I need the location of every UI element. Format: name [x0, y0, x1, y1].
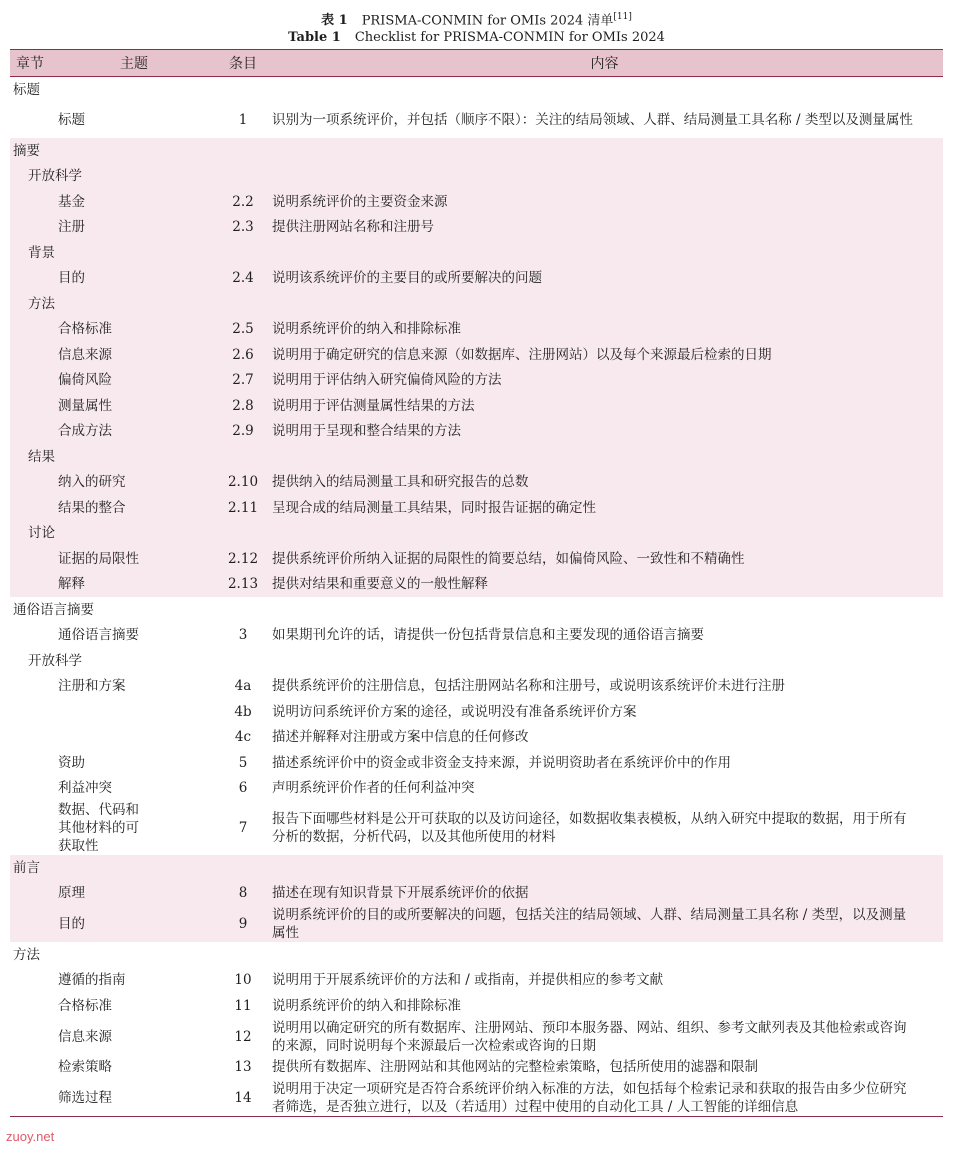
- row-content: 说明用于呈现和整合结果的方法: [266, 419, 943, 445]
- row-content: 说明系统评价的目的或所要解决的问题，包括关注的结局领域、人群、结局测量工具名称 / 类型，以及测量属性: [266, 906, 943, 942]
- section-heading: 前言: [10, 855, 943, 881]
- section-heading: 标题: [13, 81, 40, 98]
- table-row: [10, 906, 943, 942]
- row-topic: 遵循的指南: [58, 972, 126, 989]
- subsection-heading: 背景: [10, 240, 943, 266]
- row-item-number: 1: [238, 112, 248, 128]
- row-content: 描述并解释对注册或方案中信息的任何修改: [272, 729, 529, 746]
- row-content: 说明该系统评价的主要目的或所要解决的问题: [266, 266, 943, 292]
- subsection-heading: 开放科学: [10, 164, 943, 190]
- row-content: 描述在现有知识背景下开展系统评价的依据: [266, 881, 943, 907]
- section-row: [10, 942, 943, 968]
- table-row: [10, 1019, 943, 1055]
- row-item-number: 14: [220, 1080, 266, 1117]
- header-item: 条目: [220, 50, 266, 77]
- row-item-number: 2.7: [220, 368, 266, 394]
- section-heading: 摘要: [10, 138, 943, 164]
- table-row: [10, 1080, 943, 1117]
- caption-reference: [11]: [613, 12, 632, 22]
- row-content: 呈现合成的结局测量工具结果，同时报告证据的确定性: [266, 495, 943, 521]
- table-row: [10, 801, 943, 855]
- table-row: [10, 368, 943, 394]
- row-item-number: 2.8: [220, 393, 266, 419]
- row-content: 提供所有数据库、注册网站和其他网站的完整检索策略，包括所使用的滤器和限制: [272, 1059, 758, 1076]
- table-row: [10, 623, 943, 649]
- row-item-number: 2.2: [220, 189, 266, 215]
- row-item-number: 5: [238, 754, 248, 771]
- row-topic: 目的: [10, 906, 220, 942]
- section-row: [10, 138, 943, 164]
- section-row: [10, 521, 943, 547]
- table-body: [10, 77, 943, 1117]
- table-header: [10, 50, 943, 77]
- row-content: 说明系统评价的纳入和排除标准: [266, 317, 943, 343]
- row-content: 描述系统评价中的资金或非资金支持来源，并说明资助者在系统评价中的作用: [272, 754, 731, 771]
- row-topic: 合格标准: [58, 997, 112, 1014]
- section-heading: 通俗语言摘要: [13, 601, 94, 618]
- table-row: [10, 881, 943, 907]
- row-topic: 注册和方案: [58, 678, 126, 695]
- section-row: [10, 648, 943, 674]
- row-content: 说明用于开展系统评价的方法和 / 或指南，并提供相应的参考文献: [272, 972, 664, 989]
- row-topic: 利益冲突: [58, 780, 112, 797]
- row-topic: 数据、代码和其他材料的可获取性: [58, 802, 139, 854]
- section-row: [10, 444, 943, 470]
- section-row: [10, 240, 943, 266]
- row-content: 说明用于评估纳入研究偏倚风险的方法: [266, 368, 943, 394]
- row-topic: [10, 725, 220, 751]
- caption-cn-label: 表 1: [321, 13, 348, 29]
- row-topic: 偏倚风险: [10, 368, 220, 394]
- table-row: [10, 102, 943, 138]
- table-row: [10, 470, 943, 496]
- row-topic: 资助: [58, 754, 85, 771]
- table-row: [10, 342, 943, 368]
- row-topic: 检索策略: [58, 1059, 112, 1076]
- section-row: [10, 855, 943, 881]
- table-row: [10, 968, 943, 994]
- row-content: 报告下面哪些材料是公开可获取的以及访问途径，如数据收集表模板，从纳入研究中提取的数据，用于所有分析的数据，分析代码，以及其他所使用的材料: [272, 811, 907, 845]
- row-item-number: 2.5: [220, 317, 266, 343]
- header-row: [10, 50, 943, 77]
- row-item-number: 12: [234, 1028, 252, 1045]
- row-topic: 原理: [10, 881, 220, 907]
- row-topic: 标题: [58, 112, 85, 128]
- row-topic: [10, 699, 220, 725]
- row-topic: 通俗语言摘要: [58, 627, 139, 644]
- row-content: 说明用以确定研究的所有数据库、注册网站、预印本服务器、网站、组织、参考文献列表及其他检索或咨询的来源，同时说明每个来源最后一次检索或咨询的日期: [272, 1019, 907, 1054]
- table-row: [10, 750, 943, 776]
- subsection-heading: 开放科学: [28, 652, 82, 669]
- row-content: 说明系统评价的主要资金来源: [266, 189, 943, 215]
- row-item-number: 2.12: [220, 546, 266, 572]
- subsection-heading: 方法: [10, 291, 943, 317]
- row-content: 说明用于评估测量属性结果的方法: [266, 393, 943, 419]
- table-row: [10, 1055, 943, 1081]
- table-row: [10, 215, 943, 241]
- row-item-number: 4c: [234, 729, 252, 746]
- row-item-number: 6: [238, 780, 248, 797]
- row-topic: 合成方法: [10, 419, 220, 445]
- row-content: 提供系统评价的注册信息，包括注册网站名称和注册号，或说明该系统评价未进行注册: [272, 678, 785, 695]
- row-topic: 注册: [10, 215, 220, 241]
- row-item-number: 9: [220, 906, 266, 942]
- subsection-heading: 结果: [10, 444, 943, 470]
- section-heading: 方法: [13, 946, 40, 963]
- row-content: 提供系统评价所纳入证据的局限性的简要总结，如偏倚风险、一致性和不精确性: [266, 546, 943, 572]
- table-row: [10, 317, 943, 343]
- row-content: 声明系统评价作者的任何利益冲突: [272, 780, 475, 797]
- caption-en-label: Table 1: [288, 30, 341, 45]
- table-caption-en: [0, 29, 953, 47]
- row-item-number: 2.3: [220, 215, 266, 241]
- row-item-number: 2.6: [220, 342, 266, 368]
- caption-cn-title: PRISMA-CONMIN for OMIs 2024 清单: [361, 13, 614, 29]
- table-row: [10, 776, 943, 802]
- checklist-table: [10, 49, 943, 1117]
- subsection-heading: 讨论: [10, 521, 943, 547]
- row-item-number: 3: [238, 627, 248, 644]
- table-row: [10, 266, 943, 292]
- row-item-number: 2.13: [220, 572, 266, 598]
- table-row: [10, 993, 943, 1019]
- row-item-number: 7: [238, 820, 248, 836]
- row-topic: 解释: [10, 572, 220, 598]
- row-content: 如果期刊允许的话，请提供一份包括背景信息和主要发现的通俗语言摘要: [272, 627, 704, 644]
- table-row: [10, 393, 943, 419]
- row-item-number: 2.10: [220, 470, 266, 496]
- watermark: zuoy.net: [6, 1129, 55, 1144]
- table-row: [10, 572, 943, 598]
- section-row: [10, 597, 943, 623]
- row-content: 说明系统评价的纳入和排除标准: [272, 997, 461, 1014]
- row-content: 识别为一项系统评价，并包括（顺序不限）：关注的结局领域、人群、结局测量工具名称 / 类型以及测量属性: [272, 112, 913, 128]
- header-topic: 主题: [58, 50, 220, 77]
- header-content: 内容: [266, 50, 943, 77]
- table-row: [10, 546, 943, 572]
- row-topic: 合格标准: [10, 317, 220, 343]
- row-topic: 基金: [10, 189, 220, 215]
- row-item-number: 2.9: [220, 419, 266, 445]
- row-content: 说明用于确定研究的信息来源（如数据库、注册网站）以及每个来源最后检索的日期: [266, 342, 943, 368]
- row-content: 说明访问系统评价方案的途径，或说明没有准备系统评价方案: [272, 703, 637, 720]
- row-content: 提供纳入的结局测量工具和研究报告的总数: [266, 470, 943, 496]
- row-content: 说明用于决定一项研究是否符合系统评价纳入标准的方法，如包括每个检索记录和获取的报告由多少位研究者筛选，是否独立进行，以及（若适用）过程中使用的自动化工具 / 人工智能的详细信息: [266, 1080, 943, 1117]
- section-row: [10, 77, 943, 103]
- row-item-number: 8: [220, 881, 266, 907]
- row-topic: 信息来源: [58, 1028, 112, 1045]
- row-item-number: 10: [234, 972, 252, 989]
- row-topic: 证据的局限性: [10, 546, 220, 572]
- header-section: 章节: [10, 50, 58, 77]
- row-content: 提供对结果和重要意义的一般性解释: [266, 572, 943, 598]
- checklist-table-container: [10, 49, 943, 1117]
- row-item-number: 2.4: [220, 266, 266, 292]
- row-item-number: 4a: [234, 678, 252, 695]
- row-item-number: 2.11: [220, 495, 266, 521]
- row-item-number: 4b: [234, 703, 252, 720]
- section-row: [10, 291, 943, 317]
- row-content: 提供注册网站名称和注册号: [266, 215, 943, 241]
- table-row: [10, 495, 943, 521]
- section-row: [10, 164, 943, 190]
- row-topic: 纳入的研究: [10, 470, 220, 496]
- table-row: [10, 699, 943, 725]
- table-row: [10, 674, 943, 700]
- table-row: [10, 725, 943, 751]
- row-topic: 筛选过程: [10, 1080, 220, 1117]
- row-topic: 信息来源: [10, 342, 220, 368]
- row-topic: 结果的整合: [10, 495, 220, 521]
- row-topic: 目的: [10, 266, 220, 292]
- row-item-number: 13: [234, 1059, 252, 1076]
- caption-en-title: Checklist for PRISMA-CONMIN for OMIs 2024: [354, 30, 665, 45]
- row-item-number: 11: [234, 997, 252, 1014]
- table-row: [10, 189, 943, 215]
- row-topic: 测量属性: [10, 393, 220, 419]
- table-row: [10, 419, 943, 445]
- table-caption-cn: [0, 8, 953, 30]
